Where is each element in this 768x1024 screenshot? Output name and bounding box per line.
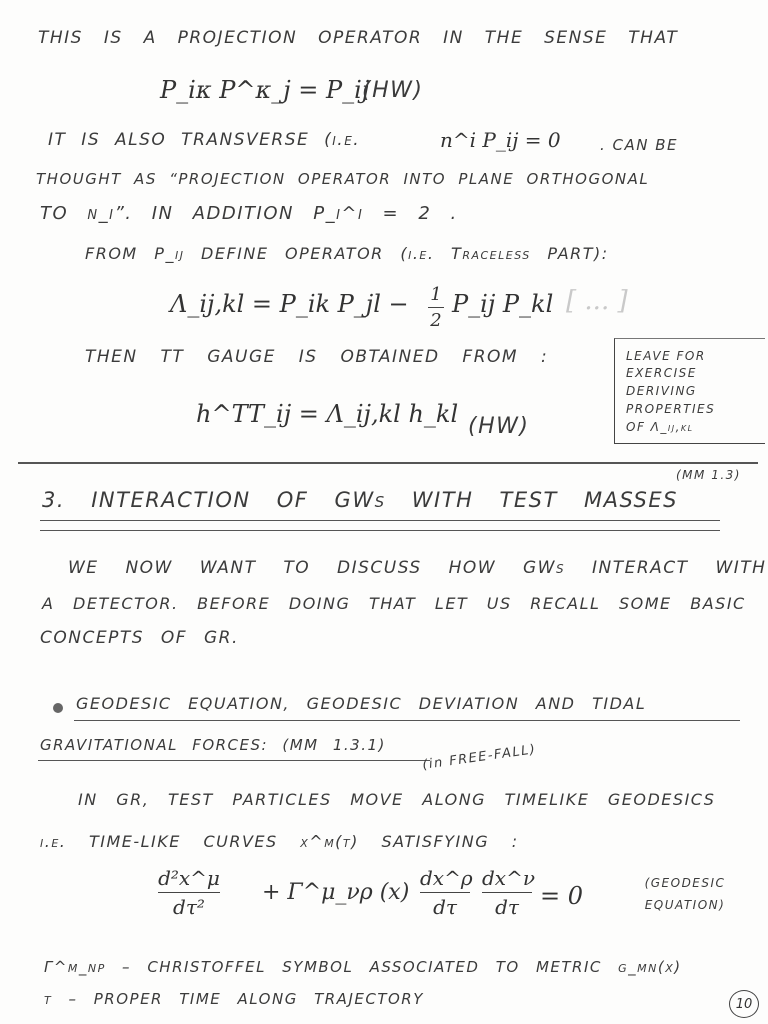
fraction-numerator: dx^ν (482, 866, 535, 890)
fraction-second-derivative (158, 866, 220, 919)
margin-note-line-4: PROPERTIES (626, 402, 716, 416)
equation-projection-idempotent: P_iκ P^κ_j = P_ij (160, 76, 370, 104)
margin-note-line-3: DERIVING (626, 384, 697, 398)
note-in-free-fall: (in FREE-FALL) (421, 742, 538, 773)
line-define-operator: FROM P_ij DEFINE OPERATOR (i.e. Traceless PART): (85, 244, 609, 263)
reference-mm-1-3: (MM 1.3) (676, 468, 741, 482)
equation-tt-projection: h^TT_ij = Λ_ij,kl h_kl (196, 400, 459, 428)
paragraph-line-7: τ – PROPER TIME ALONG TRAJECTORY (44, 990, 424, 1008)
fraction-numerator: dx^ρ (420, 866, 473, 890)
margin-note-line-5: OF Λ_ij,kl (626, 420, 694, 434)
section-heading: 3. INTERACTION OF GWs WITH TEST MASSES (42, 488, 678, 512)
subsection-heading-line-1: GEODESIC EQUATION, GEODESIC DEVIATION AND TIDAL (76, 694, 647, 713)
bullet-icon (53, 703, 63, 713)
paragraph-line-6: Γ^μ_νρ – CHRISTOFFEL SYMBOL ASSOCIATED TO METRIC g_μν(x) (44, 958, 682, 976)
equation-tag-hw-1: (HW) (362, 78, 424, 103)
fraction-bar (482, 892, 532, 893)
equation-crossed-out: [ ... ] (566, 286, 628, 316)
fraction-bar (158, 892, 220, 893)
paragraph-line-2: A DETECTOR. BEFORE DOING THAT LET US RECALL SOME BASIC (42, 594, 746, 613)
paragraph-line-4: IN GR, TEST PARTICLES MOVE ALONG TIMELIKE GEODESICS (78, 790, 716, 809)
fraction-numerator: d²x^μ (158, 866, 220, 890)
section-underline-1 (40, 520, 720, 521)
section-divider (18, 462, 758, 464)
equation-tag-geodesic: (GEODESIC EQUATION) (644, 876, 726, 912)
line-tt-gauge: THEN TT GAUGE IS OBTAINED FROM : (85, 347, 549, 367)
line-in-addition: TO n_i”. IN ADDITION P_i^i = 2 . (40, 203, 458, 224)
subsection-underline-2 (38, 760, 430, 761)
line-projection-intro: THIS IS A PROJECTION OPERATOR IN THE SENSE THAT (38, 28, 679, 48)
fraction-dx-nu (482, 866, 535, 919)
equation-transverse: n^i P_ij = 0 (440, 128, 561, 152)
fraction-numerator: 1 (430, 284, 442, 305)
fraction-denominator: dτ (433, 895, 457, 919)
page-number: 10 (729, 990, 759, 1018)
equation-tag-hw-2: (HW) (468, 414, 530, 439)
margin-note-line-1: LEAVE FOR (626, 349, 706, 363)
line-can-be: . CAN BE (600, 136, 679, 154)
line-thought-as: THOUGHT AS “PROJECTION OPERATOR INTO PLANE ORTHOGONAL (36, 170, 650, 188)
margin-note-line-2: EXERCISE (626, 366, 697, 380)
line-transverse: IT IS ALSO TRANSVERSE (i.e. (48, 130, 361, 150)
paragraph-line-5: i.e. TIME-LIKE CURVES x^μ(τ) SATISFYING : (40, 832, 519, 851)
equation-christoffel-term: + Γ^μ_νρ (x) (262, 880, 410, 905)
fraction-denominator: dτ² (173, 895, 205, 919)
paragraph-line-3: CONCEPTS OF GR. (40, 628, 239, 648)
fraction-bar (420, 892, 470, 893)
fraction-bar (428, 307, 444, 308)
section-underline-2 (40, 530, 720, 531)
fraction-denominator: 2 (430, 310, 442, 331)
equation-lambda-left: Λ_ij,kl = P_ik P_jl − (170, 290, 409, 318)
subsection-heading-line-2: GRAVITATIONAL FORCES: (MM 1.3.1) (40, 736, 386, 754)
subsection-underline-1 (74, 720, 740, 721)
fraction-dx-rho (420, 866, 473, 919)
paragraph-line-1: WE NOW WANT TO DISCUSS HOW GWs INTERACT WITH (68, 558, 767, 578)
equation-equals-zero: = 0 (540, 882, 584, 910)
fraction-denominator: dτ (495, 895, 519, 919)
equation-lambda-right: P_ij P_kl (452, 290, 554, 318)
fraction-one-half (428, 284, 444, 331)
